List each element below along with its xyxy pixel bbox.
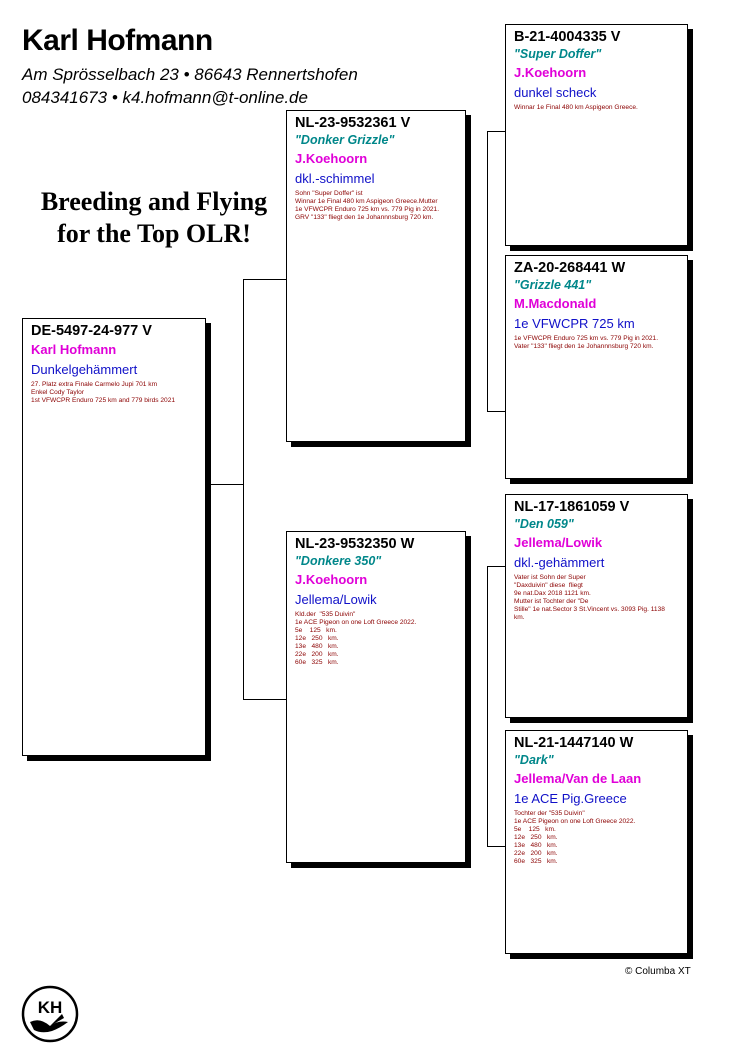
pigeon-color: Dunkelgehämmert xyxy=(31,362,138,377)
owner-address: Am Sprösselbach 23 • 86643 Rennertshofen xyxy=(22,65,358,84)
copyright: © Columba XT xyxy=(625,966,691,977)
connector-sire xyxy=(243,279,286,280)
pigeon-color: dunkel scheck xyxy=(514,85,597,100)
pigeon-notes: 27. Platz extra Finale Carmelo Jupi 701 km Enkel Cody Taylor 1st VFWCPR Enduro 725 km and 779 birds 2021 xyxy=(31,381,176,404)
pigeon-card-subject[interactable] xyxy=(22,318,206,756)
ring-number: ZA-20-268441 W xyxy=(514,260,626,276)
connector-sire-sire xyxy=(487,131,505,132)
ring-number: NL-21-1447140 W xyxy=(514,735,634,751)
pigeon-card-dam[interactable] xyxy=(286,531,466,863)
pigeon-color: 1e ACE Pig.Greece xyxy=(514,791,627,806)
pigeon-card-dam-dam[interactable] xyxy=(505,730,688,954)
slogan-line-1: Breeding and Flying xyxy=(40,187,268,216)
kh-logo-icon xyxy=(20,984,80,1044)
ring-number: NL-23-9532361 V xyxy=(295,115,411,131)
pigeon-notes: Vater ist Sohn der Super "Daxduivin" diese fliegt 9e nat.Dax 2018 1121 km. Mutter ist Tochter der "De Stille" 1e nat.Sector 3 St.Vincent vs. 3093 Pig. 1138 km. xyxy=(514,574,665,621)
breeder: M.Macdonald xyxy=(514,296,597,311)
pigeon-name: "Den 059" xyxy=(514,517,574,531)
pigeon-color: dkl.-schimmel xyxy=(295,171,375,186)
connector-dam-vertical xyxy=(487,566,488,847)
connector-subject xyxy=(206,484,244,485)
pigeon-name: "Grizzle 441" xyxy=(514,278,592,292)
pigeon-card-sire[interactable] xyxy=(286,110,466,442)
slogan xyxy=(26,186,282,250)
pigeon-notes: Winnar 1e Final 480 km Aspigeon Greece. xyxy=(514,104,638,111)
breeder: J.Koehoorn xyxy=(514,65,587,80)
pigeon-name: "Super Doffer" xyxy=(514,47,602,61)
slogan-line-2: for the Top OLR! xyxy=(57,219,251,248)
pigeon-notes: Sohn "Super Doffer" ist Winnar 1e Final 480 km Aspigeon Greece.Mutter 1e VFWCPR Enduro 725 km vs. 779 Pig in 2021. GRV "133" fliegt den 1e Johannnsburg 720 km. xyxy=(295,190,440,221)
breeder: Jellema/Lowik xyxy=(514,535,603,550)
connector-dam xyxy=(243,699,286,700)
pigeon-card-sire-dam[interactable] xyxy=(505,255,688,479)
connector-dam-dam xyxy=(487,846,505,847)
ring-number: NL-23-9532350 W xyxy=(295,536,415,552)
connector-sire-dam xyxy=(487,411,505,412)
pigeon-color: Jellema/Lowik xyxy=(295,592,377,607)
pigeon-name: "Donker Grizzle" xyxy=(295,133,395,147)
pigeon-card-dam-sire[interactable] xyxy=(505,494,688,718)
pigeon-name: "Dark" xyxy=(514,753,554,767)
ring-number: DE-5497-24-977 V xyxy=(31,323,152,339)
pigeon-color: 1e VFWCPR 725 km xyxy=(514,316,635,331)
connector-sire-vertical xyxy=(487,131,488,412)
ring-number: NL-17-1861059 V xyxy=(514,499,630,515)
breeder: Jellema/Van de Laan xyxy=(514,771,642,786)
breeder: J.Koehoorn xyxy=(295,151,368,166)
pigeon-color: dkl.-gehämmert xyxy=(514,555,605,570)
connector-dam-sire xyxy=(487,566,505,567)
pigeon-notes: Tochter der "535 Duivin" 1e ACE Pigeon on one Loft Greece 2022. 5e 125 km. 12e 250 km. 13e 480 km. 22e 200 km. 60e 325 km. xyxy=(514,810,636,865)
breeder: J.Koehoorn xyxy=(295,572,368,587)
owner-contact: 084341673 • k4.hofmann@t-online.de xyxy=(22,88,308,107)
connector-gen1-vertical xyxy=(243,279,244,700)
pigeon-card-sire-sire[interactable] xyxy=(505,24,688,246)
owner-name: Karl Hofmann xyxy=(22,24,213,57)
breeder: Karl Hofmann xyxy=(31,342,117,357)
pigeon-notes: 1e VFWCPR Enduro 725 km vs. 779 Pig in 2021. Vater "133" fliegt den 1e Johannnsburg 720 km. xyxy=(514,335,659,350)
pigeon-name: "Donkere 350" xyxy=(295,554,382,568)
logo-text: KH xyxy=(37,998,63,1017)
pigeon-notes: Kld.der "535 Duivin" 1e ACE Pigeon on one Loft Greece 2022. 5e 125 km. 12e 250 km. 13e 480 km. 22e 200 km. 60e 325 km. xyxy=(295,611,417,666)
ring-number: B-21-4004335 V xyxy=(514,29,621,45)
